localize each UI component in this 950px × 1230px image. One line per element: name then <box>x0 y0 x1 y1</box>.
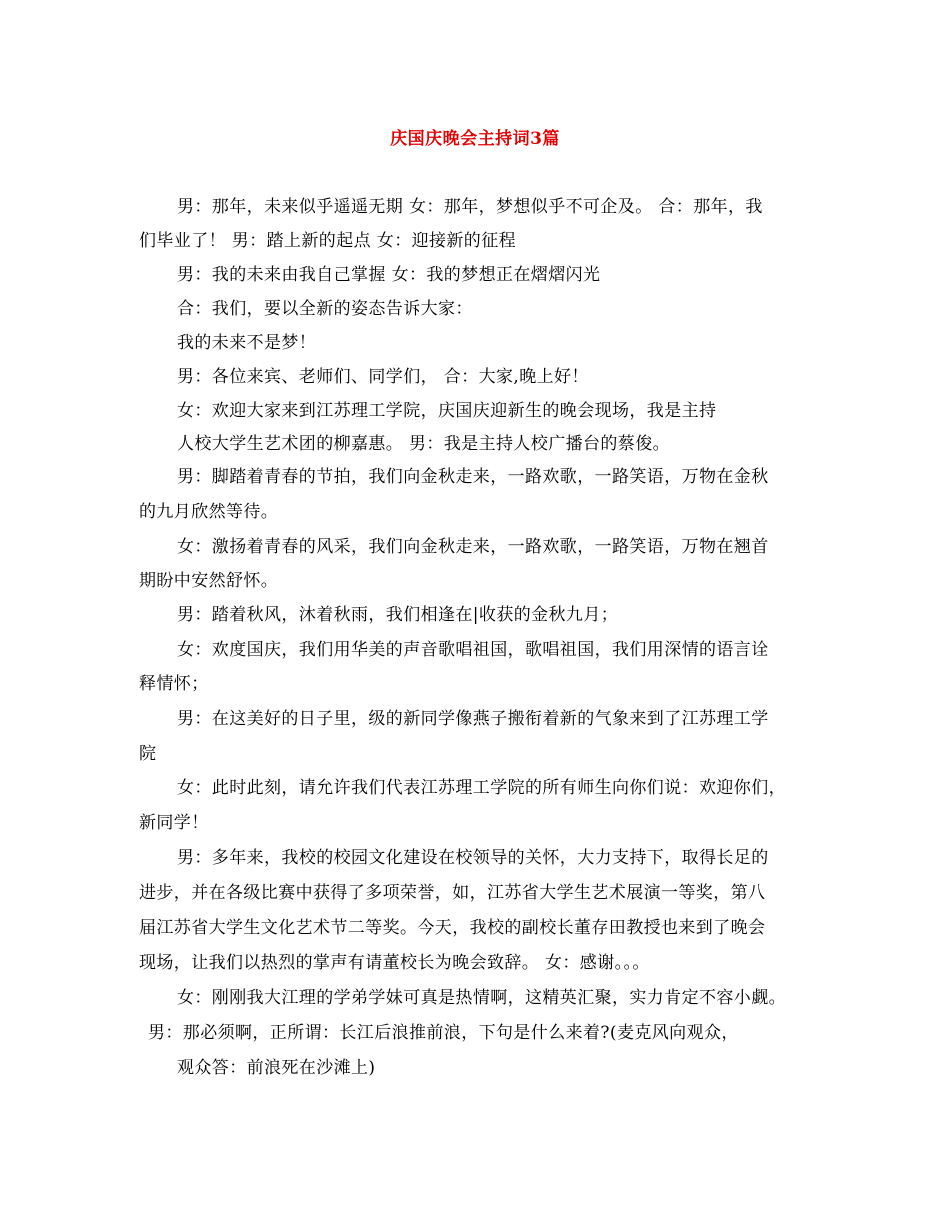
text-line: 男：我的未来由我自己掌握 女：我的梦想正在熠熠闪光 <box>177 265 601 285</box>
text-line: 女：欢度国庆，我们用华美的声音歌唱祖国，歌唱祖国，我们用深情的语言诠 <box>177 640 769 660</box>
document-title: 庆国庆晚会主持词3篇 <box>390 129 560 149</box>
text-line: 男：那必须啊，正所谓：长江后浪推前浪，下句是什么来着?(麦克风向观众， <box>148 1023 739 1043</box>
text-line: 女：激扬着青春的风采，我们向金秋走来，一路欢歌，一路笑语，万物在翘首 <box>177 537 769 557</box>
text-line: 届江苏省大学生文化艺术节二等奖。今天，我校的副校长董存田教授也来到了晚会 <box>139 918 766 938</box>
text-line: 女：欢迎大家来到江苏理工学院，庆国庆迎新生的晚会现场，我是主持 <box>177 401 717 421</box>
text-line: 男：在这美好的日子里，级的新同学像燕子搬衔着新的气象来到了江苏理工学 <box>177 709 769 729</box>
text-line: 期盼中安然舒怀。 <box>139 571 279 591</box>
text-line: 们毕业了！ 男：踏上新的起点 女：迎接新的征程 <box>139 231 517 251</box>
text-line: 我的未来不是梦！ <box>177 333 317 353</box>
text-line: 女：此时此刻，请允许我们代表江苏理工学院的所有师生向你们说：欢迎你们， <box>177 778 786 798</box>
text-line: 进步，并在各级比赛中获得了多项荣誉，如，江苏省大学生艺术展演一等奖，第八 <box>139 883 766 903</box>
text-line: 释情怀； <box>139 674 209 694</box>
text-line: 现场，让我们以热烈的掌声有请董校长为晚会致辞。 女：感谢。。。 <box>139 953 650 973</box>
text-line: 新同学！ <box>139 813 209 833</box>
text-line: 女：刚刚我大江理的学弟学妹可真是热情啊，这精英汇聚，实力肯定不容小觑。 <box>177 988 786 1008</box>
text-line: 人校大学生艺术团的柳嘉惠。 男：我是主持人校广播台的蔡俊。 <box>177 434 671 454</box>
text-line: 男：那年，未来似乎遥遥无期 女：那年，梦想似乎不可企及。 合：那年，我 <box>177 197 763 217</box>
text-line: 男：踏着秋风，沐着秋雨，我们相逢在|收获的金秋九月； <box>177 605 619 625</box>
text-line: 男：多年来，我校的校园文化建设在校领导的关怀，大力支持下，取得长足的 <box>177 848 769 868</box>
text-line: 院 <box>139 744 157 764</box>
text-line: 观众答：前浪死在沙滩上) <box>177 1058 376 1078</box>
text-line: 男：脚踏着青春的节拍，我们向金秋走来，一路欢歌，一路笑语，万物在金秋 <box>177 467 769 487</box>
text-line: 男：各位来宾、老师们、同学们， 合：大家,晚上好！ <box>177 367 589 387</box>
text-line: 合：我们，要以全新的姿态告诉大家： <box>177 299 473 319</box>
text-line: 的九月欣然等待。 <box>139 502 279 522</box>
